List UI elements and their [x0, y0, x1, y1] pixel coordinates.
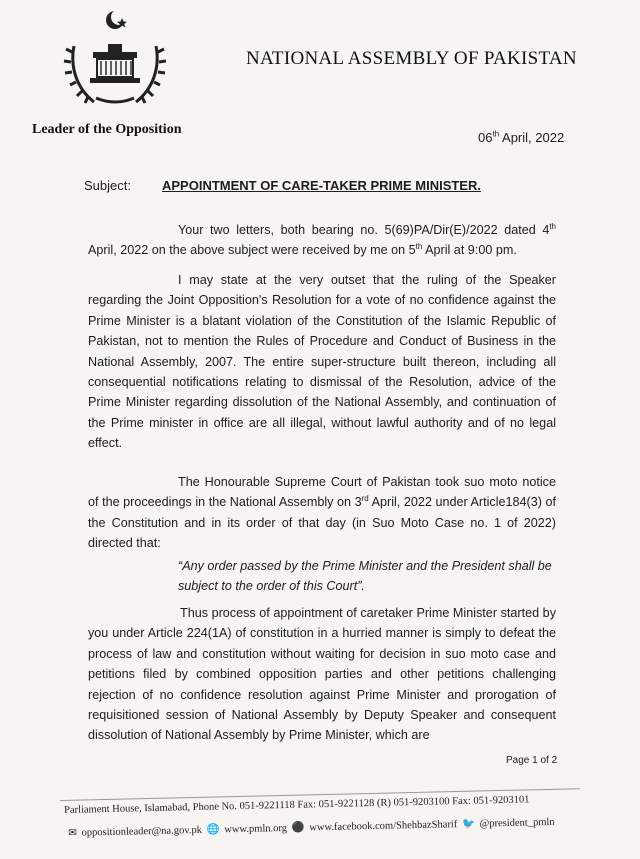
paragraph-4: Thus process of appointment of caretaker Prime Minister started by you under Article 224(1A) of constitution in a hurried manner is simply to defeat the process of law and constitution without waiting for decision in suo moto case and petitions filed by combined opposition parties and other petitions challenging rejection of no confidence resolution against Prime Minister and prorogation of requisitioned session of National Assembly by Deputy Speaker and consequent dissolution of National Assembly by Prime Minister, which are: [88, 606, 556, 743]
national-emblem: [60, 6, 170, 116]
twitter-icon: 🐦: [461, 818, 476, 831]
court-order-quote: “Any order passed by the Prime Minister and the President shall be subject to the order of this Court”.: [178, 559, 552, 593]
subject-text: APPOINTMENT OF CARE-TAKER PRIME MINISTER.: [162, 178, 481, 193]
footer-website[interactable]: www.pmln.org: [224, 822, 288, 836]
envelope-icon: ✉: [68, 827, 78, 839]
globe-icon: 🌐: [206, 824, 220, 836]
letter-date: 06th April, 2022: [478, 129, 565, 145]
footer-email[interactable]: oppositionleader@na.gov.pk: [81, 824, 203, 839]
page-number: Page 1 of 2: [506, 755, 558, 766]
office-title: Leader of the Opposition: [32, 122, 182, 137]
subject-label: Subject:: [84, 178, 131, 193]
paragraph-1: Your two letters, both bearing no. 5(69)PA/Dir(E)/2022 dated 4th April, 2022 on the above subject were received by me on 5th April at 9:00 pm.: [88, 221, 556, 258]
paragraph-3: The Honourable Supreme Court of Pakistan took suo moto notice of the proceedings in the National Assembly on 3rd April, 2022 under Article184(3) of the Constitution and in its order of that day (in Suo Moto Case no. 1 of 2022) directed that:: [88, 475, 556, 551]
footer-facebook[interactable]: www.facebook.com/ShehbazSharif: [309, 819, 458, 834]
footer-address: Parliament House, Islamabad, Phone No. 051-9221118 Fax: 051-9221128 (R) 051-9203100 Fax: 051-9203101: [64, 794, 530, 816]
paragraph-2: I may state at the very outset that the ruling of the Speaker regarding the Joint Opposition's Resolution for a vote of no confidence against the Prime Minister is a blatant violation of the Constitution of the Islamic Republic of Pakistan, not to mention the Rules of Procedure and Conduct of Business in the National Assembly, 2007. The entire super-structure built thereon, including all consequential notifications relating to dismissal of the Resolution, advice of the Prime Minister regarding dissolution of the National Assembly, and continuation of the Prime minister in office are all illegal, without lawful authority and of no legal effect.: [88, 273, 556, 451]
organization-title: NATIONAL ASSEMBLY OF PAKISTAN: [246, 48, 577, 69]
facebook-icon: ⚫: [291, 822, 305, 834]
footer-twitter[interactable]: @president_pmln: [479, 816, 555, 830]
footer-contacts: [66, 815, 555, 839]
